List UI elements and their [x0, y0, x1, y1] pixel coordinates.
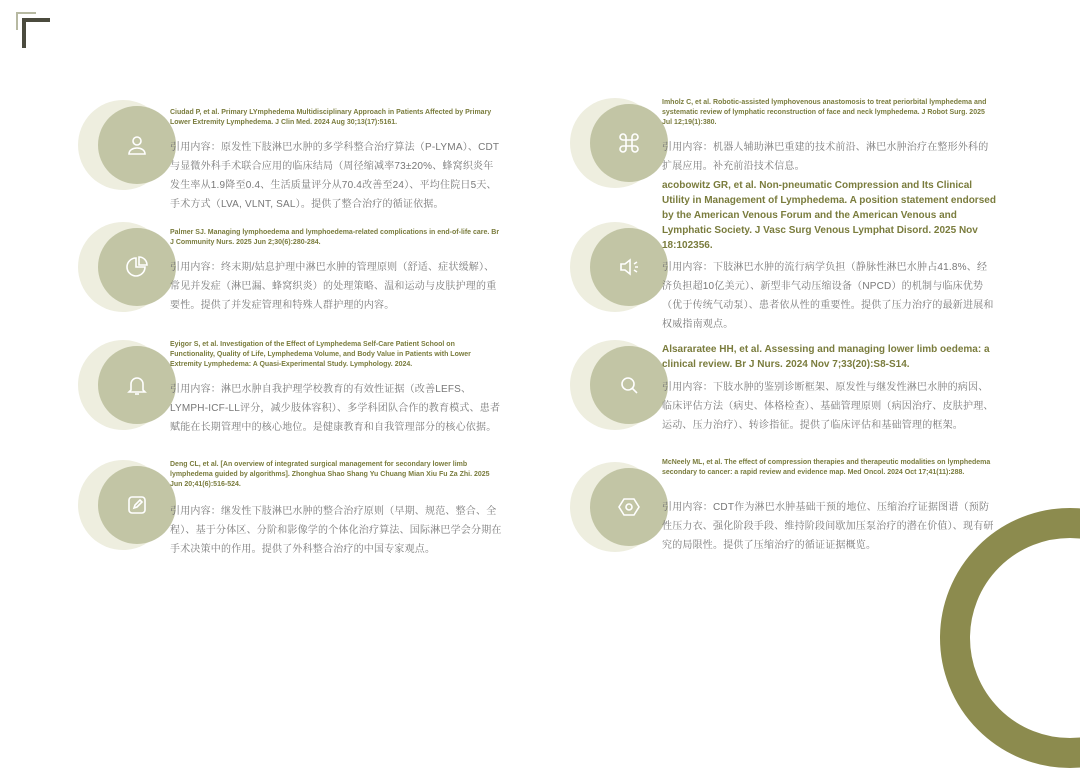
icon-badge: [570, 98, 660, 188]
reference-citation: Ciudad P, et al. Primary LYmphedema Multidisciplinary Approach in Patients Affected by Primary Lower Extremity Lymphedema. J Clin Med. 2024 Aug 30;13(17):5161.: [170, 109, 492, 126]
reference-summary: 引用内容：CDT作为淋巴水肿基础干预的地位、压缩治疗证据图谱（预防性压力衣、强化阶段手段、维持阶段间歇加压泵治疗的潜在价值）、现有研究的局限性。提供了压缩治疗的循证证据概览。: [662, 502, 994, 551]
reference-citation: Eyigor S, et al. Investigation of the Effect of Lymphedema Self-Care Patient School on Functionality, Quality of Life, Lymphedema Volume, and Body Value in Patients with Lower Extremity Lymphedema: A Quasi-Experimental Study. Lymphology. 2024.: [170, 341, 471, 368]
user-icon: [125, 133, 149, 157]
reference-summary: 引用内容：继发性下肢淋巴水肿的整合治疗原则（早期、规范、整合、全程）、基于分体区、分阶和影像学的个体化治疗算法、国际淋巴学会分期在手术决策中的作用。提供了外科整合治疗的中国专家观点。: [170, 506, 502, 555]
icon-badge: [570, 340, 660, 430]
reference-citation: Alsararatee HH, et al. Assessing and managing lower limb oedema: a clinical review. Br J Nurs. 2024 Nov 7;33(20):S8-S14.: [662, 344, 990, 370]
reference-summary: 引用内容：淋巴水肿自我护理学校教育的有效性证据（改善LEFS、LYMPH-ICF-LL评分，减少肢体容积）、多学科团队合作的教育模式、患者赋能在长期管理中的核心地位。是健康教育和自我管理部分的核心依据。: [170, 384, 501, 433]
reference-citation: Deng CL, et al. [An overview of integrated surgical management for secondary lower limb lymphedema guided by algorithms]. Zhonghua Shao Shang Yu Chuang Mian Xiu Fu Za Zhi. 2025 Jun 20;41(6):516-524.: [170, 461, 490, 488]
reference-summary: 引用内容：下肢水肿的鉴别诊断框架、原发性与继发性淋巴水肿的病因、临床评估方法（病史、体格检查）、基础管理原则（病因治疗、皮肤护理、运动、压力治疗）、转诊指征。提供了临床评估和基础管理的框架。: [662, 382, 994, 431]
reference-summary: 引用内容：机器人辅助淋巴重建的技术前沿、淋巴水肿治疗在整形外科的扩展应用。补充前沿技术信息。: [662, 142, 989, 172]
reference-citation: Palmer SJ. Managing lymphoedema and lymphoedema-related complications in end-of-life care. Br J Community Nurs. 2025 Jun 2;30(6):280-284.: [170, 229, 500, 246]
reference-summary: 引用内容：终末期/姑息护理中淋巴水肿的管理原则（舒适、症状缓解）、常见并发症（淋巴漏、蜂窝织炎）的处理策略、温和运动与皮肤护理的重要性。提供了并发症管理和特殊人群护理的内容。: [170, 262, 497, 311]
hexagon-icon: [617, 495, 641, 519]
speaker-icon: [617, 255, 641, 279]
command-icon: [617, 131, 641, 155]
icon-badge: [78, 460, 168, 550]
icon-badge: [78, 222, 168, 312]
corner-bracket-decoration: [22, 18, 50, 48]
search-icon: [617, 373, 641, 397]
icon-badge: [570, 222, 660, 312]
icon-badge: [570, 462, 660, 552]
bell-icon: [125, 373, 149, 397]
reference-citation: Imholz C, et al. Robotic-assisted lymphovenous anastomosis to treat periorbital lymphedema and systematic review of lymphatic reconstruction of face and neck lymphedema. J Robot Surg. 2025 Jul 12;19(1):380.: [662, 99, 987, 126]
reference-summary: 引用内容：下肢淋巴水肿的流行病学负担（静脉性淋巴水肿占41.8%、经济负担超10亿美元）、新型非气动压缩设备（NPCD）的机制与临床优势（优于传统气动泵）、患者依从性的重要性。提供了压力治疗的最新进展和权威指南观点。: [662, 262, 994, 330]
reference-summary: 引用内容：原发性下肢淋巴水肿的多学科整合治疗算法（P-LYMA）、CDT与显微外科手术联合应用的临床结局（周径缩减率73±20%、蜂窝织炎年发生率从1.9降至0.4、生活质量评分从70.4改善至24）、平均住院日5天、手术方式（LVA, VLNT, SAL）。提供了整合治疗的循证依据。: [170, 142, 500, 210]
reference-citation: McNeely ML, et al. The effect of compression therapies and therapeutic modalities on lymphedema secondary to cancer: a rapid review and evidence map. Med Oncol. 2024 Oct 17;41(11):288.: [662, 459, 991, 476]
edit-icon: [125, 493, 149, 517]
pie-chart-icon: [125, 255, 149, 279]
reference-citation: acobowitz GR, et al. Non-pneumatic Compression and Its Clinical Utility in Management of Lymphedema. A position statement endorsed by the American Venous Forum and the American Venous and Lymphatic Society. J Vasc Surg Venous Lymphat Disord. 2025 Nov 18:102356.: [662, 180, 996, 251]
icon-badge: [78, 100, 168, 190]
icon-badge: [78, 340, 168, 430]
